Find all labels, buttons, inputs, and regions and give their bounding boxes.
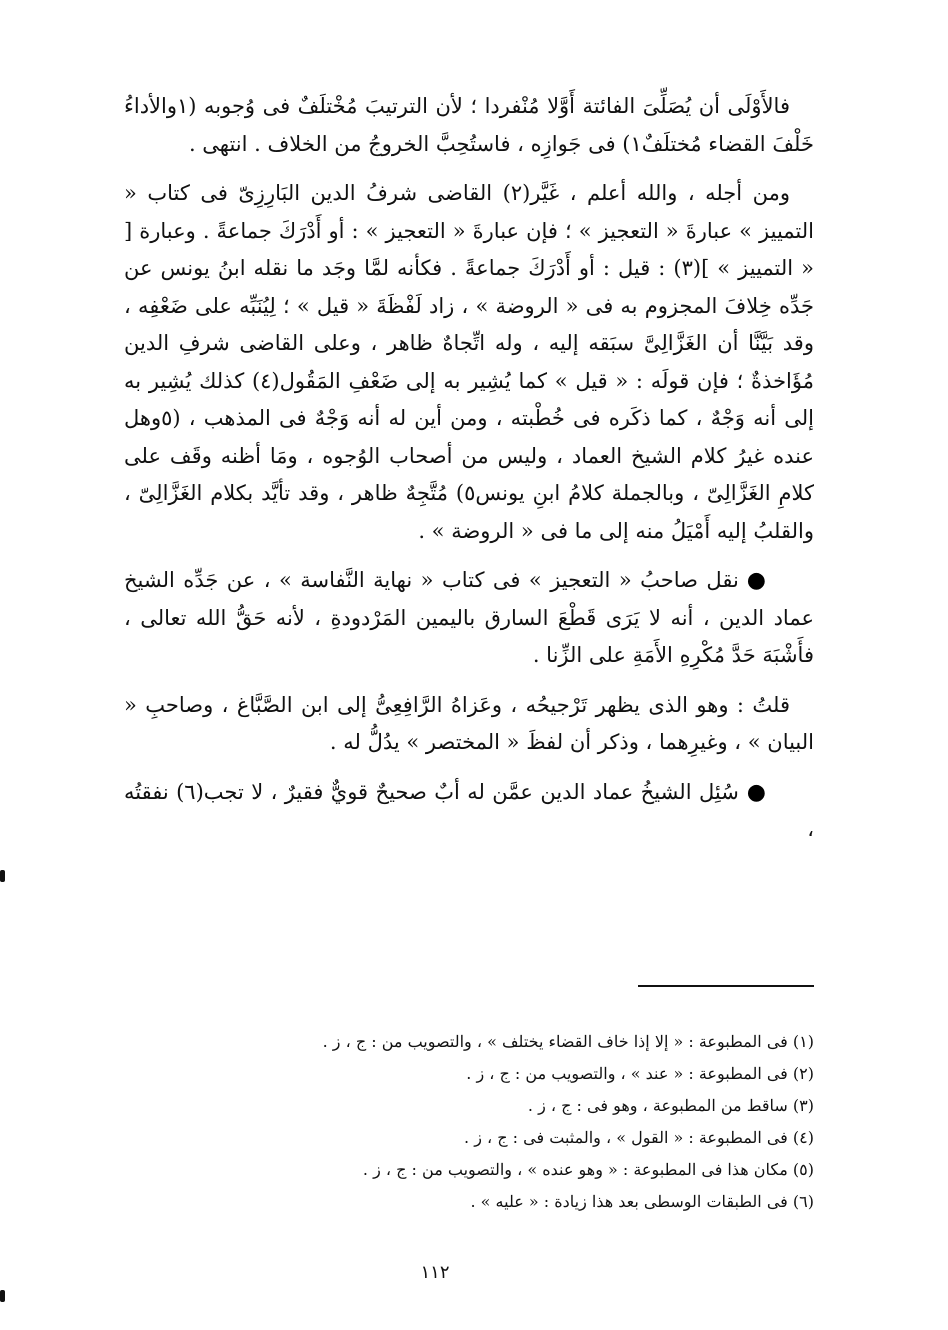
- footnote: (٥) مكان هذا فى المطبوعة : « وهو عنده » ، والتصويب من : ج ، ز .: [362, 1160, 814, 1179]
- footnotes-list: [124, 1026, 814, 1218]
- bullet-icon: ●: [746, 568, 766, 593]
- paragraph: [124, 687, 814, 762]
- bullet-paragraph: [124, 562, 814, 675]
- paragraph: [124, 175, 814, 550]
- footnote: (١) فى المطبوعة : « إلا إذا خاف القضاء يختلف » ، والتصويب من : ج ، ز .: [322, 1032, 814, 1051]
- main-text-body: [124, 88, 814, 849]
- footnote-separator: [638, 985, 814, 987]
- footnote: (٢) فى المطبوعة : « عند » ، والتصويب من : ج ، ز .: [466, 1064, 814, 1083]
- page-number: ١١٢: [420, 1262, 450, 1283]
- scan-edge-mark: [0, 1290, 5, 1302]
- footnote: (٣) ساقط من المطبوعة ، وهو فى : ج ، ز .: [527, 1096, 814, 1115]
- bullet-icon: ●: [746, 779, 766, 805]
- paragraph: [124, 88, 814, 163]
- paragraph-text: سُئِل الشيخُ عماد الدين عمَّن له أبٌ صحيحٌ قويٌّ فقيرٌ ، لا تجب(٦) نفقتُه ،: [124, 779, 814, 841]
- footnote: (٦) فى الطبقات الوسطى بعد هذا زيادة : « عليه » .: [470, 1192, 814, 1211]
- paragraph-text: نقل صاحبُ « التعجيز » فى كتاب « نهاية النَّفاسة » ، عن جَدِّه الشيخ عماد الدين ، أنه لا يَرَى قَطْعَ السارق باليمين المَرْدودةِ ، لأنه حَقُّ الله تعالى ، فأَشْبَهَ حَدَّ مُكْرِهِ الأَمَةِ على الزِّنا .: [124, 568, 814, 667]
- paragraph-text: قلتُ : وهو الذى يظهر تَرْجيحُه ، وعَزاهُ الرَّافِعِىُّ إلى ابن الصَّبَّاغ ، وصاحبِ « البيان » ، وغيرِهما ، وذكر أن لفظَ « المختصر » يدُلُّ له .: [124, 692, 814, 754]
- scan-edge-mark: [0, 870, 5, 882]
- paragraph-text: ومن أجله ، والله أعلم ، غَيَّر(٢) القاضى شرفُ الدين البَارِزِىّ فى كتاب « التمييز » عبارةَ « التعجيز » ؛ فإن عبارةَ « التعجيز » : أو أَدْرَكَ جماعةً . وعبارة [ « التمييز » ](٣) : قيل : أو أَدْرَكَ جماعةً . فكأنه لمَّا وجَد ما نقله ابنُ يونس عن جَدِّه خِلافَ المجزوم به فى « الروضة » ، زاد لَفْظَةَ « قيل » ؛ لِيُنَبِّه على ضَعْفِه ، وقد بَيَّنَّا أن الغَزَّالِىَّ سبَقه إليه ، وله اتِّجاهٌ ظاهر ، وعلى القاضى شرفِ الدين مُؤَاخذةٌ ؛ فإن قولَه : « قيل » كما يُشِير به إلى ضَعْفِ المَقُول(٤) كذلك يُشِير به إلى أنه وَجْهٌ ، كما ذكَره فى خُطْبته ، ومن أين له أنه وَجْهٌ فى المذهب ، (٥وهل عنده غيرُ كلام الشيخ العماد ، وليس من أصحاب الوُجوه ، ومَا أظنه وقَف على كلامِ الغَزَّالِىّ ، وبالجملة كلامُ ابنِ يونس٥) مُتَّجِهٌ ظاهر ، وقد تأيَّد بكلام الغَزَّالِىّ ، والقلبُ إليه أَمْيَلُ منه إلى ما فى « الروضة » .: [124, 181, 814, 543]
- paragraph-text: فالأَوْلَى أن يُصَلِّىَ الفائتة أَوَّلا مُنْفردا ؛ لأن الترتيبَ مُخْتلَفٌ فى وُجوبه (١والأداءُ خَلْفَ القضاء مُختلَفٌ١) فى جَوازِه ، فاستُحِبَّ الخروجُ من الخلاف . انتهى .: [124, 94, 814, 156]
- footnote: (٤) فى المطبوعة : « القول » ، والمثبت فى : ج ، ز .: [464, 1128, 814, 1147]
- bullet-paragraph: [124, 774, 814, 849]
